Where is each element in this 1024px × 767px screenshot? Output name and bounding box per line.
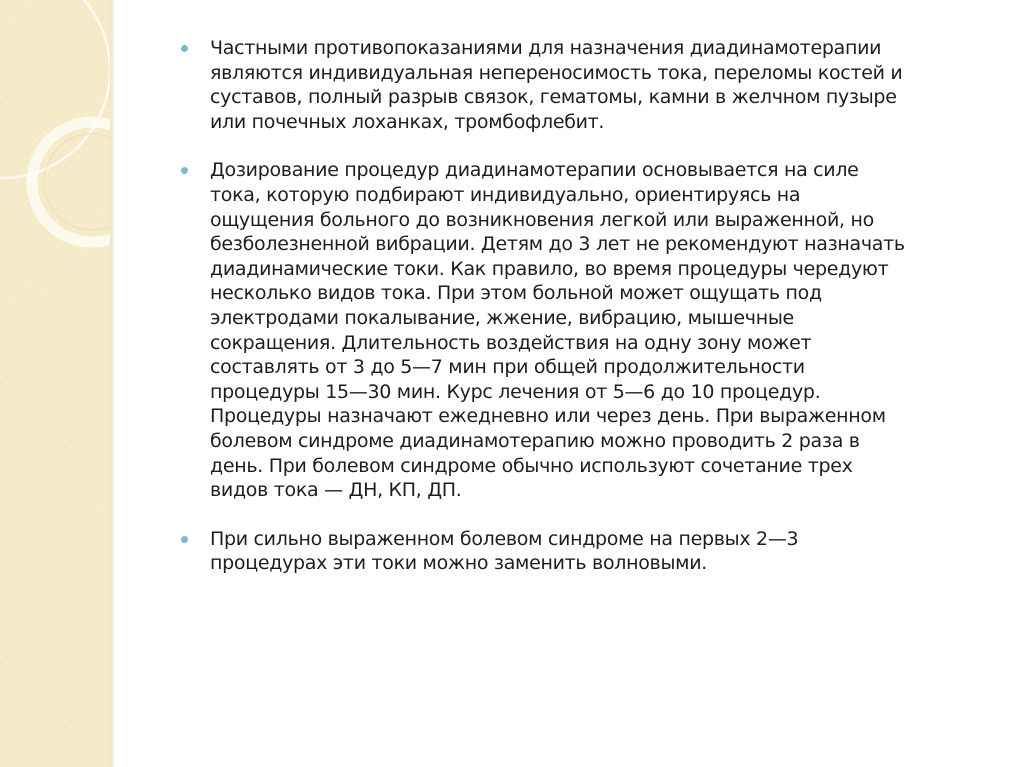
decorative-side-band [0,0,110,767]
bullet-text: При сильно выраженном болевом синдроме на первых 2—3 процедурах эти токи можно заменить волновыми. [210,527,799,575]
bullet-list [176,36,996,600]
bullet-text: Частными противопоказаниями для назначения диадинамотерапии являются индивидуальная непереносимость тока, переломы костей и суставов, полный разрыв связок, гематомы, камни в желчном пузыре или почечных лоханках, тромбофлебит. [210,37,903,133]
side-band-edge [110,0,114,767]
bullet-dot-icon [181,45,188,52]
decorative-rings [0,0,110,767]
bullet-dot-icon [181,167,188,174]
bullet-dot-icon [181,536,188,543]
bullet-item-severe-pain [176,527,996,576]
bullet-item-dosage [176,158,996,502]
bullet-text: Дозирование процедур диадинамотерапии основывается на силе тока, которую подбирают индивидуально, ориентируясь на ощущения больного до возникновения легкой или выраженной, но безболезненной вибрации. Детям до 3 лет не рекомендуют назначать диадинамические токи. Как правило, во время процедуры чередуют несколько видов тока. При этом больной может ощущать под электродами покалывание, жжение, вибрацию, мышечные сокращения. Длительность воздействия на одну зону может составлять от 3 до 5—7 мин при общей продолжительности процедуры 15—30 мин. Курс лечения от 5—6 до 10 процедур. Процедуры назначают ежедневно или через день. При выраженном болевом синдроме диадинамотерапию можно проводить 2 раза в день. При болевом синдроме обычно используют сочетание трех видов тока — ДН, КП, ДП. [210,159,905,502]
bullet-item-contraindications [176,36,996,134]
